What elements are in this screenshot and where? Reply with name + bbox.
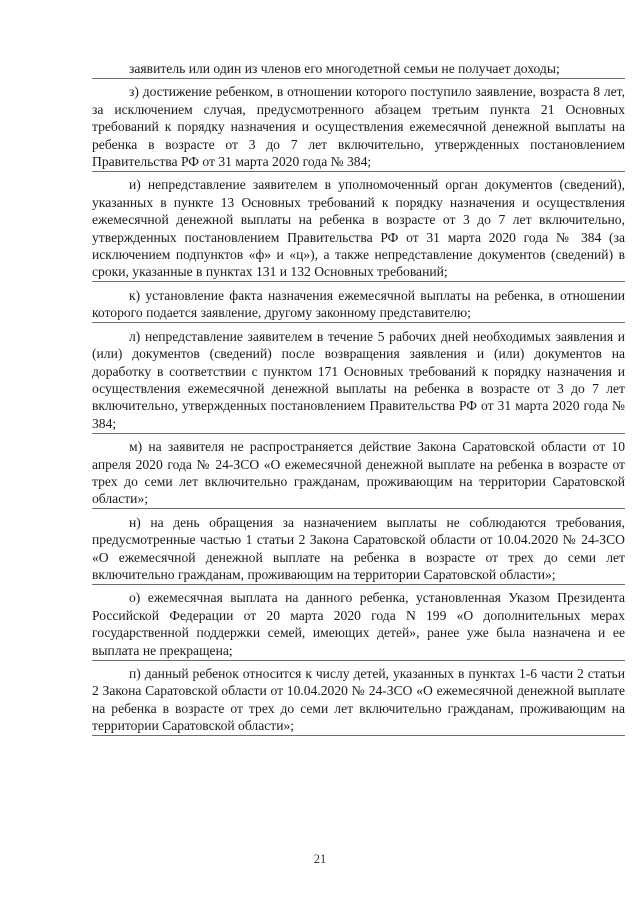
paragraph-item-i: и) непредставление заявителем в уполномоченный орган документов (сведений), указанных в пункте 13 Основных требований к порядку назначения и осуществления ежемесячной денежной выплаты на ребенка в возрасте от 3 до 7 лет включительно, утвержденных постановлением Правительства РФ от 31 марта 2020 года № 384 (за исключением подпунктов «ф» и «ц»), а также непредставление документов (сведений) в сроки, указанные в пунктах 131 и 132 Основных требований; [92, 176, 625, 282]
paragraph-item-p: п) данный ребенок относится к числу детей, указанных в пунктах 1-6 части 2 статьи 2 Закона Саратовской области от 10.04.2020 № 24-ЗСО «О ежемесячной денежной выплате на ребенка в возрасте от трех до семи лет включительно гражданам, проживающим на территории Саратовской области»; [92, 665, 625, 736]
paragraph-item-l: л) непредставление заявителем в течение 5 рабочих дней необходимых заявления и (или) документов (сведений) после возвращения заявления и (или) документов на доработку в соответствии с пунктом 171 Основных требований к порядку назначения и осуществления ежемесячной денежной выплаты на ребенка в возрасте от 3 до 7 лет включительно, утвержденных постановлением Правительства РФ от 31 марта 2020 года № 384; [92, 328, 625, 434]
paragraph-item-k: к) установление факта назначения ежемесячной выплаты на ребенка, в отношении которого подается заявление, другому законному представителю; [92, 287, 625, 323]
page-number: 21 [313, 852, 327, 866]
paragraph-item-n: н) на день обращения за назначением выплаты не соблюдаются требования, предусмотренные частью 1 статьи 2 Закона Саратовской области от 10.04.2020 № 24-ЗСО «О ежемесячной денежной выплате на ребенка в возрасте от трех до семи лет включительно гражданам, проживающим на территории Саратовской области»; [92, 514, 625, 585]
paragraph-item-o: о) ежемесячная выплата на данного ребенка, установленная Указом Президента Российской Федерации от 20 марта 2020 года N 199 «О дополнительных мерах государственной поддержки семей, имеющих детей», ранее уже была назначена и ее выплата не прекращена; [92, 589, 625, 660]
paragraph-item-m: м) на заявителя не распространяется действие Закона Саратовской области от 10 апреля 2020 года № 24-ЗСО «О ежемесячной денежной выплате на ребенка в возрасте от трех до семи лет включительно гражданам, проживающим на территории Саратовской области»; [92, 438, 625, 509]
document-body [92, 60, 625, 741]
paragraph-item-z: з) достижение ребенком, в отношении которого поступило заявление, возраста 8 лет, за исключением случая, предусмотренного абзацем третьим пункта 21 Основных требований к порядку назначения и осуществления ежемесячной денежной выплаты на ребенка в возрасте от 3 до 7 лет включительно, утвержденных постановлением Правительства РФ от 31 марта 2020 года № 384; [92, 83, 625, 172]
paragraph-intro-continuation: заявитель или один из членов его многодетной семьи не получает доходы; [92, 60, 625, 79]
